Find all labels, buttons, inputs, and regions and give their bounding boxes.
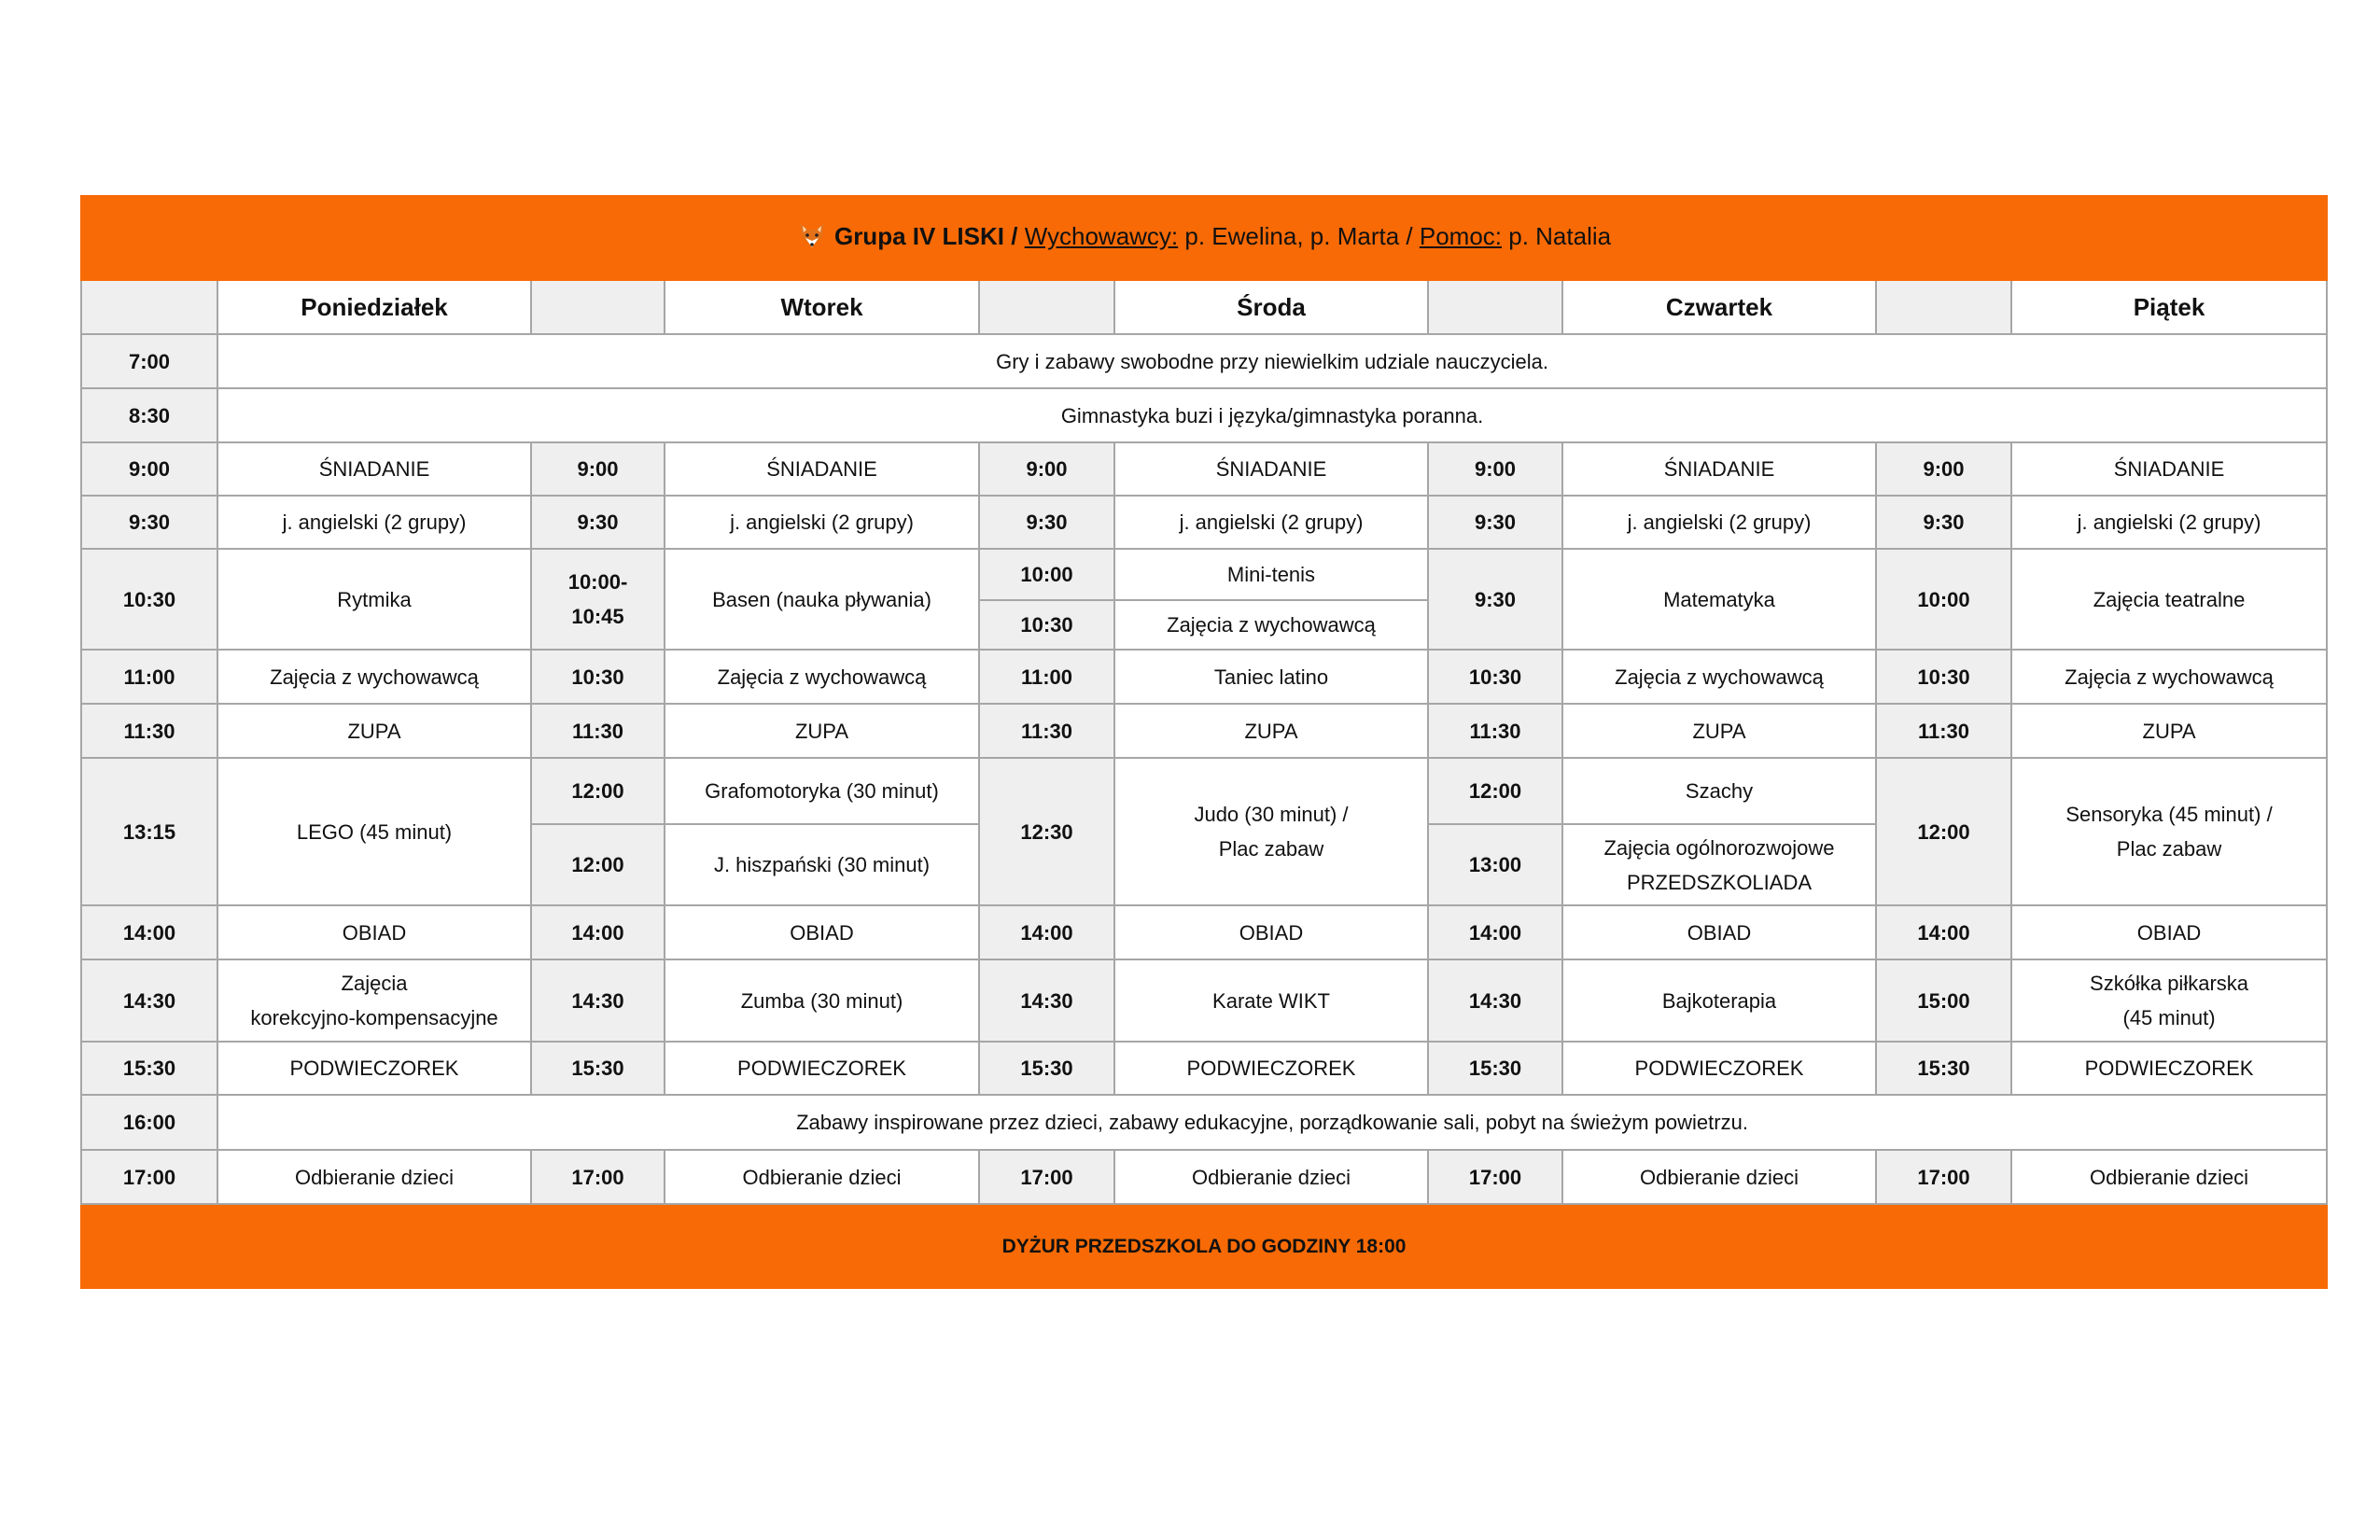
time-cell: 14:00 (531, 905, 665, 959)
activity-line: korekcyjno-kompensacyjne (250, 1006, 498, 1029)
time-cell: 10:00 (979, 549, 1114, 600)
time-cell: 14:30 (81, 959, 217, 1042)
header-blank (1876, 280, 2011, 334)
activity-cell: PODWIECZOREK (1114, 1042, 1428, 1095)
activity-line: Szkółka piłkarska (2090, 972, 2248, 995)
time-cell: 15:30 (1876, 1042, 2011, 1095)
time-cell: 9:00 (1876, 442, 2011, 496)
activity-cell: Matematyka (1562, 549, 1876, 650)
activity-cell: Zajęcia z wychowawcą (665, 650, 979, 704)
activity-cell: OBIAD (1562, 905, 1876, 959)
activity-cell: Odbieranie dzieci (1114, 1150, 1428, 1204)
table-row (81, 442, 2327, 496)
time-cell: 11:30 (1876, 704, 2011, 758)
activity-line: Zajęcia ogólnorozwojowe (1603, 835, 1835, 860)
activity-cell: j. angielski (2 grupy) (1562, 496, 1876, 549)
time-cell: 16:00 (81, 1095, 217, 1150)
table-row (81, 905, 2327, 959)
time-cell: 15:30 (81, 1042, 217, 1095)
day-header-friday: Piątek (2011, 280, 2327, 334)
schedule-table (80, 195, 2328, 1289)
table-row (81, 1095, 2327, 1150)
activity-cell: Odbieranie dzieci (1562, 1150, 1876, 1204)
activity-cell: Odbieranie dzieci (2011, 1150, 2327, 1204)
activity-cell: Gry i zabawy swobodne przy niewielkim udziale nauczyciela. (217, 334, 2327, 388)
time-cell: 9:30 (81, 496, 217, 549)
time-cell: 8:30 (81, 388, 217, 442)
time-cell: 13:15 (81, 758, 217, 905)
time-cell: 15:30 (531, 1042, 665, 1095)
time-cell: 9:00 (1428, 442, 1562, 496)
activity-cell: Basen (nauka pływania) (665, 549, 979, 650)
header-blank (81, 280, 217, 334)
activity-cell: Mini-tenis (1114, 549, 1428, 600)
activity-line: (45 minut) (2122, 1006, 2216, 1029)
activity-cell: j. angielski (2 grupy) (2011, 496, 2327, 549)
fox-icon (797, 222, 827, 258)
time-cell: 15:30 (1428, 1042, 1562, 1095)
time-cell: 14:00 (81, 905, 217, 959)
activity-cell: ZUPA (1562, 704, 1876, 758)
activity-cell: Odbieranie dzieci (217, 1150, 531, 1204)
time-cell: 17:00 (979, 1150, 1114, 1204)
time-cell: 10:30 (531, 650, 665, 704)
table-row (81, 388, 2327, 442)
activity-cell: Odbieranie dzieci (665, 1150, 979, 1204)
group-name: Grupa IV LISKI / (833, 221, 1018, 250)
activity-cell: Karate WIKT (1114, 959, 1428, 1042)
activity-line: Plac zabaw (1218, 837, 1324, 861)
day-header-wednesday: Środa (1114, 280, 1428, 334)
time-cell: 14:30 (1428, 959, 1562, 1042)
time-cell: 9:00 (979, 442, 1114, 496)
time-cell: 14:00 (979, 905, 1114, 959)
activity-cell: ZUPA (217, 704, 531, 758)
time-cell: 10:30 (1428, 650, 1562, 704)
activity-cell: j. angielski (2 grupy) (665, 496, 979, 549)
time-cell: 7:00 (81, 334, 217, 388)
day-header-monday: Poniedziałek (217, 280, 531, 334)
activity-cell: Zumba (30 minut) (665, 959, 979, 1042)
time-cell: 12:00 (1428, 758, 1562, 824)
time-cell: 14:00 (1428, 905, 1562, 959)
time-cell: 15:30 (979, 1042, 1114, 1095)
time-cell: 10:30 (1876, 650, 2011, 704)
table-row (81, 549, 2327, 600)
table-row (81, 650, 2327, 704)
time-cell: 9:00 (81, 442, 217, 496)
schedule-title (81, 196, 2327, 280)
activity-cell: ZUPA (665, 704, 979, 758)
activity-cell: Zajęcia teatralne (2011, 549, 2327, 650)
activity-cell: PODWIECZOREK (1562, 1042, 1876, 1095)
activity-cell: Zajęcia z wychowawcą (2011, 650, 2327, 704)
activity-cell: j. angielski (2 grupy) (1114, 496, 1428, 549)
activity-line: Sensoryka (45 minut) / (2065, 803, 2273, 826)
activity-cell: PODWIECZOREK (665, 1042, 979, 1095)
activity-cell: PODWIECZOREK (2011, 1042, 2327, 1095)
time-cell: 14:30 (531, 959, 665, 1042)
time-cell: 11:00 (81, 650, 217, 704)
table-row (81, 334, 2327, 388)
time-cell: 17:00 (81, 1150, 217, 1204)
time-cell: 11:30 (979, 704, 1114, 758)
day-header-thursday: Czwartek (1562, 280, 1876, 334)
time-cell (531, 549, 665, 650)
activity-cell: ŚNIADANIE (1114, 442, 1428, 496)
time-line: 10:45 (571, 605, 624, 628)
time-cell: 11:30 (531, 704, 665, 758)
time-cell: 11:30 (81, 704, 217, 758)
time-cell: 9:30 (1876, 496, 2011, 549)
table-row (81, 758, 2327, 824)
table-row (81, 959, 2327, 1042)
activity-cell: Grafomotoryka (30 minut) (665, 758, 979, 824)
activity-cell (1114, 758, 1428, 905)
activity-cell: j. angielski (2 grupy) (217, 496, 531, 549)
time-cell: 9:00 (531, 442, 665, 496)
activity-line: PRZEDSZKOLIADA (1626, 870, 1813, 894)
activity-cell: Zajęcia z wychowawcą (1562, 650, 1876, 704)
time-cell: 14:00 (1876, 905, 2011, 959)
activity-cell: OBIAD (2011, 905, 2327, 959)
time-cell: 12:30 (979, 758, 1114, 905)
activity-cell (217, 959, 531, 1042)
activity-line: Plac zabaw (2116, 837, 2222, 861)
time-cell: 9:30 (1428, 549, 1562, 650)
table-row (81, 1042, 2327, 1095)
time-cell: 12:00 (1876, 758, 2011, 905)
activity-cell: ŚNIADANIE (665, 442, 979, 496)
time-cell: 11:00 (979, 650, 1114, 704)
footer-row (81, 1204, 2327, 1288)
table-row (81, 704, 2327, 758)
activity-cell: Zajęcia z wychowawcą (217, 650, 531, 704)
header-blank (531, 280, 665, 334)
time-cell: 9:30 (531, 496, 665, 549)
table-row (81, 1150, 2327, 1204)
duty-footer: DYŻUR PRZEDSZKOLA DO GODZINY 18:00 (81, 1204, 2327, 1288)
activity-cell: ŚNIADANIE (2011, 442, 2327, 496)
helper-label: Pomoc: (1419, 221, 1503, 250)
activity-cell: Rytmika (217, 549, 531, 650)
helper-name: p. Natalia (1508, 221, 1612, 250)
header-blank (979, 280, 1114, 334)
activity-cell: OBIAD (1114, 905, 1428, 959)
time-cell: 17:00 (1428, 1150, 1562, 1204)
teachers-names: p. Ewelina, p. Marta / (1184, 221, 1413, 250)
time-cell: 9:30 (979, 496, 1114, 549)
activity-cell: ŚNIADANIE (1562, 442, 1876, 496)
activity-cell: OBIAD (665, 905, 979, 959)
activity-cell: ZUPA (1114, 704, 1428, 758)
time-cell: 10:30 (81, 549, 217, 650)
time-cell: 10:30 (979, 600, 1114, 650)
day-header-row (81, 280, 2327, 334)
activity-cell: Zajęcia z wychowawcą (1114, 600, 1428, 650)
teachers-label: Wychowawcy: (1024, 221, 1179, 250)
activity-cell (2011, 758, 2327, 905)
activity-cell: OBIAD (217, 905, 531, 959)
activity-cell: ŚNIADANIE (217, 442, 531, 496)
time-cell: 12:00 (531, 824, 665, 905)
day-header-tuesday: Wtorek (665, 280, 979, 334)
activity-cell (1562, 824, 1876, 905)
time-cell: 15:00 (1876, 959, 2011, 1042)
time-cell: 17:00 (1876, 1150, 2011, 1204)
activity-cell: Zabawy inspirowane przez dzieci, zabawy edukacyjne, porządkowanie sali, pobyt na świeżym powietrzu. (217, 1095, 2327, 1150)
time-cell: 13:00 (1428, 824, 1562, 905)
time-cell: 14:30 (979, 959, 1114, 1042)
activity-cell: Gimnastyka buzi i języka/gimnastyka poranna. (217, 388, 2327, 442)
time-cell: 12:00 (531, 758, 665, 824)
time-cell: 17:00 (531, 1150, 665, 1204)
time-line: 10:00- (567, 570, 628, 594)
activity-line: Judo (30 minut) / (1194, 803, 1349, 826)
title-row (81, 196, 2327, 280)
activity-cell: PODWIECZOREK (217, 1042, 531, 1095)
activity-cell (2011, 959, 2327, 1042)
activity-cell: Taniec latino (1114, 650, 1428, 704)
activity-cell: Bajkoterapia (1562, 959, 1876, 1042)
activity-cell: J. hiszpański (30 minut) (665, 824, 979, 905)
time-cell: 9:30 (1428, 496, 1562, 549)
header-blank (1428, 280, 1562, 334)
time-cell: 11:30 (1428, 704, 1562, 758)
activity-line: Zajęcia (341, 972, 408, 995)
activity-cell: Szachy (1562, 758, 1876, 824)
time-cell: 10:00 (1876, 549, 2011, 650)
table-row (81, 496, 2327, 549)
activity-cell: LEGO (45 minut) (217, 758, 531, 905)
activity-cell: ZUPA (2011, 704, 2327, 758)
